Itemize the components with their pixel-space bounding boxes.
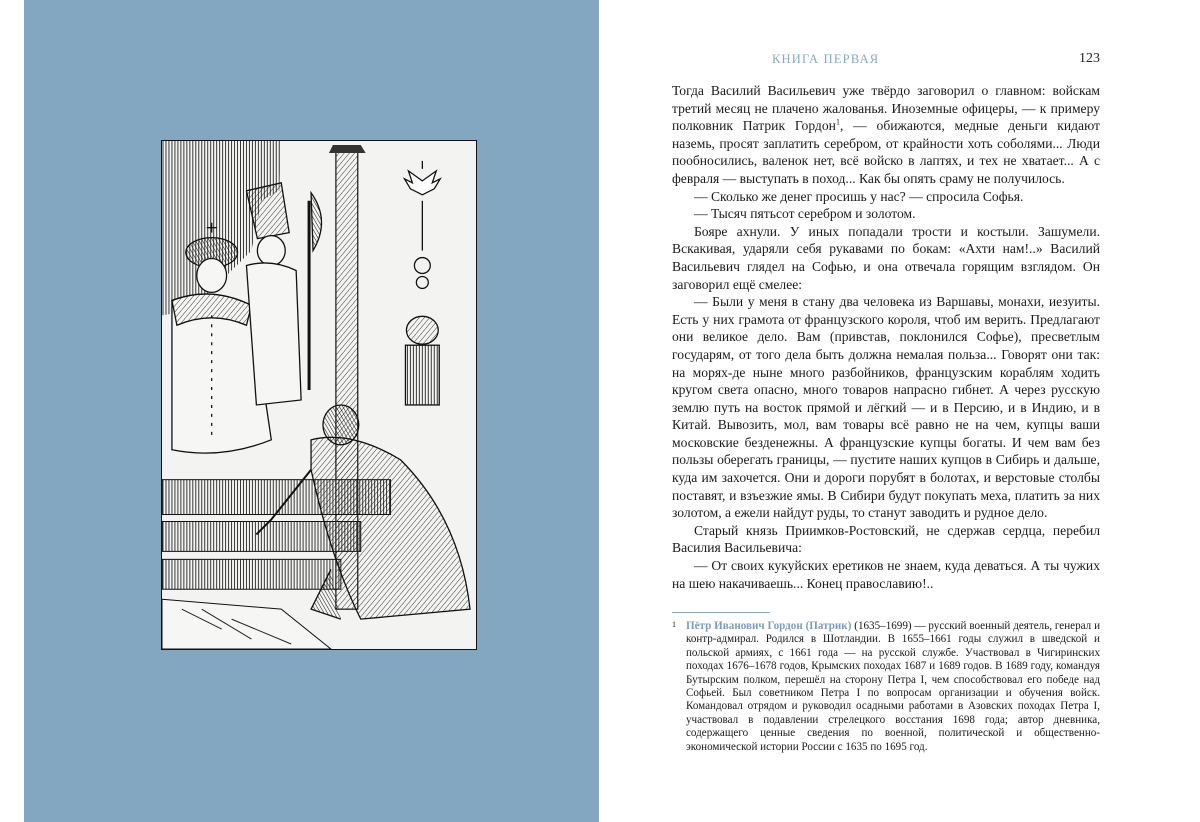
paragraph: Старый князь Приимков-Ростовский, не сдержав сердца, перебил Василия Васильевича: <box>672 522 1100 556</box>
footnote-mark: 1 <box>672 620 676 629</box>
illustration-drawing <box>162 141 476 649</box>
paragraph: — Были у меня в стану два человека из Варшавы, монахи, иезуиты. Есть у них грамота от французского короля, чтоб им верить. Предлагают они великое дело. Вам (привстав, поклонился Софье), пресветлым государям, от того дела быть должна немалая польза... Говорят они так: на морях-де ныне много разбойников, французским кораблям ходить кругом света опасно, много товаров напрасно гибнет. А через русскую землю путь на восток прямой и лёгкий — и в Персию, и в Индию, и в Китай. Вывозить, мол, вам товары всё равно не на чем, купцы ваши московские безденежны. А французские купцы богаты. И чем вам без пользы оберегать границы, — пустите наших купцов в Сибирь и дальше, куда им захочется. Они и дороги порубят в болотах, и верстовые столбы поставят, и взъезжие ямы. В Сибири будут покупать меха, платить за них золотом, а ежели найдут руды, то станут заводить и рудное дело. <box>672 294 1100 521</box>
paragraph <box>672 82 1100 188</box>
footnote-divider <box>672 612 770 613</box>
engraving-illustration <box>161 140 477 650</box>
body-text <box>672 82 1100 592</box>
eagle-finial <box>404 161 440 405</box>
footnote <box>672 620 1100 754</box>
footnote-name: Пётр Иванович Гордон (Патрик) <box>686 620 852 632</box>
paragraph: — Сколько же денег просишь у нас? — спросила Софья. <box>694 188 1024 204</box>
page-number: 123 <box>1079 51 1100 66</box>
paragraph-text: Тогда Василий Васильевич уже твёрдо заговорил о главном: войскам третий месяц не плачено жалованья. Иноземные офицеры, — к примеру полковник Патрик Гордон <box>672 83 1100 134</box>
paragraph: — Тысяч пятьсот серебром и золотом. <box>694 206 916 222</box>
paragraph-text: , — обижаются, медные деньги кидают наземь, просят заплатить серебром, от крайности хоть соболями... Люди пообносились, валенок нет, всё войско в лаптях, и тех не хватает... А с февраля — выступать в поход... Как бы опять сраму не получилось. <box>672 118 1100 186</box>
paragraph: Бояре ахнули. У иных попадали трости и костыли. Зашумели. Вскакивая, ударяли себя рукавами по бокам: «Ахти нам!..» Василий Васильевич глядел на Софью, и она отвечала горящим взглядом. Он заговорил ещё смелее: <box>672 223 1100 292</box>
paragraph: — От своих кукуйских еретиков не знаем, куда деваться. А ты чужих на шею накачиваешь... Конец православию!.. <box>672 558 1100 591</box>
running-head: КНИГА ПЕРВАЯ <box>772 52 880 66</box>
footnote-reference[interactable]: 1 <box>835 117 840 127</box>
guard-figure <box>246 183 321 405</box>
left-page <box>24 0 599 822</box>
right-page <box>600 0 1200 822</box>
footnote-text: (1635–1699) — русский военный деятель, генерал и контр-адмирал. Родился в Шотландии. В 1655–1661 годы служил в шведской и польской армиях, с 1661 года — на русской службе. Участвовал в Чигиринских походах 1676–1678 годов, Крымских походах 1687 и 1689 годов. В 1689 году, командуя Бутырским полком, перешёл на сторону Петра I, чем способствовал его победе над Софьей. Был советником Петра I по вопросам организации и обучения войск. Командовал отрядом и руководил осадными работами в Азовских походах Петра I, участвовал в подавлении стрелецкого восстания 1698 года; автор дневника, содержащего ценные сведения по военной, политической и общественно-экономической истории России с 1635 по 1695 год. <box>686 620 1101 753</box>
